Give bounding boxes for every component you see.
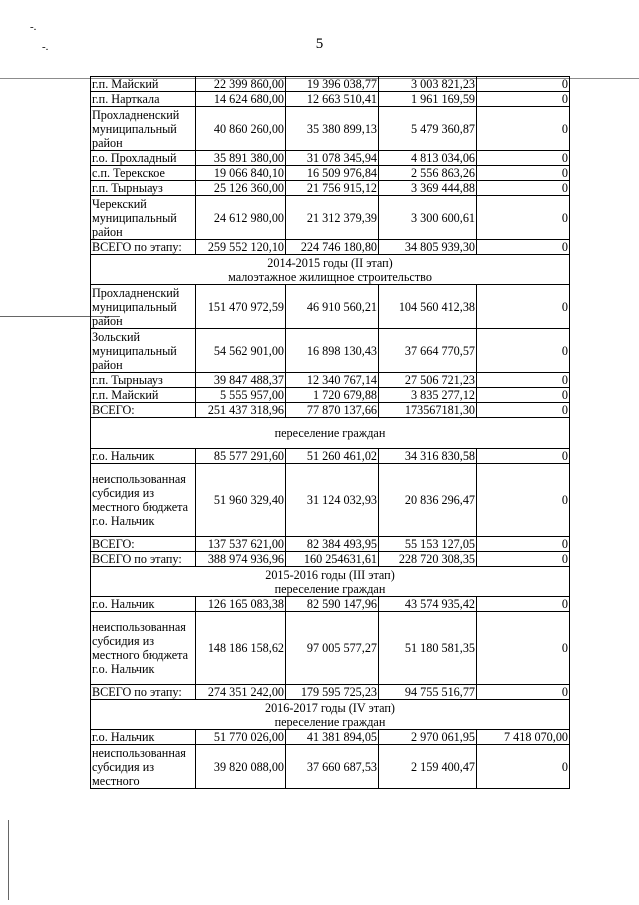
amount-fund: 82 590 147,96 <box>286 597 379 612</box>
amount-total: 51 960 329,40 <box>196 464 286 537</box>
row-label: г.о. Прохладный <box>91 151 196 166</box>
amount-budget: 104 560 412,38 <box>379 285 477 329</box>
amount-fund: 16 509 976,84 <box>286 166 379 181</box>
amount-total: 85 577 291,60 <box>196 449 286 464</box>
row-label: г.п. Тырныауз <box>91 181 196 196</box>
table-row <box>91 196 570 240</box>
amount-budget: 34 805 939,30 <box>379 240 477 255</box>
row-label: Прохладненский муниципальный район <box>91 107 196 151</box>
section-header-line: 2016-2017 годы (IV этап) <box>264 700 395 715</box>
section-header-line: переселение граждан <box>274 426 386 440</box>
amount-other: 0 <box>477 552 570 567</box>
table-row <box>91 181 570 196</box>
scan-mark: -. <box>30 21 37 33</box>
amount-total: 251 437 318,96 <box>196 403 286 418</box>
amount-budget: 173567181,30 <box>379 403 477 418</box>
row-label: ВСЕГО по этапу: <box>91 552 196 567</box>
amount-fund: 19 396 038,77 <box>286 77 379 92</box>
table-row <box>91 597 570 612</box>
row-label: с.п. Терекское <box>91 166 196 181</box>
section-header <box>91 567 570 597</box>
row-label: ВСЕГО: <box>91 403 196 418</box>
amount-fund: 51 260 461,02 <box>286 449 379 464</box>
amount-total: 40 860 260,00 <box>196 107 286 151</box>
amount-total: 35 891 380,00 <box>196 151 286 166</box>
amount-other: 0 <box>477 612 570 685</box>
section-header-line: 2015-2016 годы (III этап) <box>265 567 395 582</box>
table-row <box>91 388 570 403</box>
amount-fund: 31 124 032,93 <box>286 464 379 537</box>
amount-total: 39 820 088,00 <box>196 745 286 789</box>
section-header-row <box>91 255 570 285</box>
section-header-line: 2014-2015 годы (II этап) <box>267 255 393 270</box>
amount-other: 0 <box>477 196 570 240</box>
amount-budget: 94 755 516,77 <box>379 685 477 700</box>
amount-fund: 41 381 894,05 <box>286 730 379 745</box>
table-row <box>91 685 570 700</box>
amount-total: 54 562 901,00 <box>196 329 286 373</box>
row-label: неиспользованная субсидия из местного бюджета г.о. Нальчик <box>91 612 196 685</box>
amount-fund: 31 078 345,94 <box>286 151 379 166</box>
amount-budget: 4 813 034,06 <box>379 151 477 166</box>
table-row <box>91 240 570 255</box>
amount-budget: 51 180 581,35 <box>379 612 477 685</box>
amount-total: 259 552 120,10 <box>196 240 286 255</box>
amount-budget: 3 369 444,88 <box>379 181 477 196</box>
amount-total: 5 555 957,00 <box>196 388 286 403</box>
row-label: Черекский муниципальный район <box>91 196 196 240</box>
amount-other: 0 <box>477 151 570 166</box>
amount-other: 0 <box>477 388 570 403</box>
amount-total: 126 165 083,38 <box>196 597 286 612</box>
row-label: г.о. Нальчик <box>91 597 196 612</box>
amount-fund: 35 380 899,13 <box>286 107 379 151</box>
page-number: 5 <box>315 36 324 52</box>
amount-other: 0 <box>477 77 570 92</box>
amount-other: 0 <box>477 597 570 612</box>
section-header-row <box>91 700 570 730</box>
amount-other: 0 <box>477 373 570 388</box>
amount-fund: 224 746 180,80 <box>286 240 379 255</box>
row-label: ВСЕГО: <box>91 537 196 552</box>
row-label: ВСЕГО по этапу: <box>91 685 196 700</box>
row-label: г.п. Майский <box>91 77 196 92</box>
amount-fund: 12 663 510,41 <box>286 92 379 107</box>
table-row <box>91 107 570 151</box>
table-row <box>91 730 570 745</box>
table-row <box>91 403 570 418</box>
amount-budget: 2 159 400,47 <box>379 745 477 789</box>
row-label: ВСЕГО по этапу: <box>91 240 196 255</box>
amount-other: 0 <box>477 240 570 255</box>
amount-total: 24 612 980,00 <box>196 196 286 240</box>
table-row <box>91 92 570 107</box>
amount-other: 0 <box>477 403 570 418</box>
section-header-row <box>91 418 570 449</box>
table-row <box>91 166 570 181</box>
amount-total: 19 066 840,10 <box>196 166 286 181</box>
row-label: Зольский муниципальный район <box>91 329 196 373</box>
table-row <box>91 745 570 789</box>
amount-fund: 97 005 577,27 <box>286 612 379 685</box>
row-label: г.п. Майский <box>91 388 196 403</box>
amount-budget: 3 003 821,23 <box>379 77 477 92</box>
amount-fund: 179 595 725,23 <box>286 685 379 700</box>
amount-budget: 2 970 061,95 <box>379 730 477 745</box>
amount-budget: 1 961 169,59 <box>379 92 477 107</box>
amount-total: 22 399 860,00 <box>196 77 286 92</box>
amount-budget: 3 835 277,12 <box>379 388 477 403</box>
amount-other: 0 <box>477 181 570 196</box>
amount-other: 0 <box>477 166 570 181</box>
amount-total: 39 847 488,37 <box>196 373 286 388</box>
table-row <box>91 329 570 373</box>
amount-total: 14 624 680,00 <box>196 92 286 107</box>
amount-budget: 5 479 360,87 <box>379 107 477 151</box>
amount-other: 0 <box>477 92 570 107</box>
amount-total: 388 974 936,96 <box>196 552 286 567</box>
amount-other: 0 <box>477 464 570 537</box>
table-row <box>91 552 570 567</box>
amount-other: 0 <box>477 107 570 151</box>
amount-other: 0 <box>477 329 570 373</box>
amount-budget: 228 720 308,35 <box>379 552 477 567</box>
amount-budget: 34 316 830,58 <box>379 449 477 464</box>
budget-table-body <box>91 77 570 789</box>
amount-fund: 82 384 493,95 <box>286 537 379 552</box>
amount-fund: 160 254631,61 <box>286 552 379 567</box>
amount-total: 148 186 158,62 <box>196 612 286 685</box>
row-label: г.п. Нарткала <box>91 92 196 107</box>
amount-other: 0 <box>477 449 570 464</box>
amount-budget: 3 300 600,61 <box>379 196 477 240</box>
amount-total: 51 770 026,00 <box>196 730 286 745</box>
section-header <box>91 418 570 449</box>
amount-budget: 43 574 935,42 <box>379 597 477 612</box>
row-label: неиспользованная субсидия из местного <box>91 745 196 789</box>
table-row <box>91 449 570 464</box>
amount-other: 0 <box>477 685 570 700</box>
amount-fund: 46 910 560,21 <box>286 285 379 329</box>
section-header-line: переселение граждан <box>274 581 386 596</box>
amount-other: 0 <box>477 285 570 329</box>
amount-other: 0 <box>477 537 570 552</box>
amount-fund: 37 660 687,53 <box>286 745 379 789</box>
amount-total: 274 351 242,00 <box>196 685 286 700</box>
amount-fund: 12 340 767,14 <box>286 373 379 388</box>
amount-fund: 21 312 379,39 <box>286 196 379 240</box>
table-row <box>91 612 570 685</box>
amount-budget: 2 556 863,26 <box>379 166 477 181</box>
amount-budget: 55 153 127,05 <box>379 537 477 552</box>
row-label: неиспользованная субсидия из местного бюджета г.о. Нальчик <box>91 464 196 537</box>
table-row <box>91 151 570 166</box>
amount-total: 137 537 621,00 <box>196 537 286 552</box>
amount-total: 151 470 972,59 <box>196 285 286 329</box>
table-row <box>91 537 570 552</box>
scan-mark: -. <box>42 41 49 53</box>
amount-fund: 21 756 915,12 <box>286 181 379 196</box>
amount-budget: 27 506 721,23 <box>379 373 477 388</box>
row-label: г.о. Нальчик <box>91 449 196 464</box>
amount-budget: 37 664 770,57 <box>379 329 477 373</box>
table-row <box>91 464 570 537</box>
section-header-row <box>91 567 570 597</box>
table-row <box>91 285 570 329</box>
amount-fund: 77 870 137,66 <box>286 403 379 418</box>
row-label: г.о. Нальчик <box>91 730 196 745</box>
scan-line-left <box>8 820 9 900</box>
table-row <box>91 373 570 388</box>
amount-other: 7 418 070,00 <box>477 730 570 745</box>
amount-fund: 1 720 679,88 <box>286 388 379 403</box>
amount-budget: 20 836 296,47 <box>379 464 477 537</box>
amount-fund: 16 898 130,43 <box>286 329 379 373</box>
row-label: Прохладненский муниципальный район <box>91 285 196 329</box>
section-header <box>91 700 570 730</box>
amount-other: 0 <box>477 745 570 789</box>
table-row <box>91 77 570 92</box>
row-label: г.п. Тырныауз <box>91 373 196 388</box>
amount-total: 25 126 360,00 <box>196 181 286 196</box>
budget-table <box>90 76 570 789</box>
section-header-line: переселение граждан <box>274 714 386 729</box>
section-header <box>91 255 570 285</box>
section-header-line: малоэтажное жилищное строительство <box>228 269 432 284</box>
